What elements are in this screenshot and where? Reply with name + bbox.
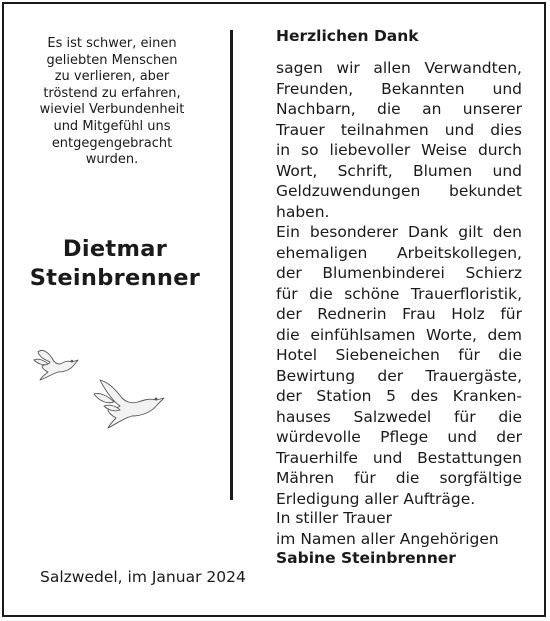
doves-icon <box>28 340 168 440</box>
quote-line: Es ist schwer, einen <box>47 36 177 51</box>
special-thanks-paragraph <box>276 222 522 509</box>
deceased-name <box>15 235 215 293</box>
quote-line: und Mitgefühl uns <box>53 118 171 134</box>
thanks-paragraph <box>276 58 522 222</box>
text-line: Mähren für die sorgfältige <box>276 469 522 487</box>
text-line: haben. <box>276 202 330 221</box>
quote-line: entgegengebracht <box>51 135 173 151</box>
text-line: sagen wir allen Verwandten, <box>276 59 522 77</box>
quote-line: zu verlieren, aber <box>54 69 170 85</box>
notice-heading: Herzlichen Dank <box>276 27 419 45</box>
text-line: hauses Salzwedel für die <box>276 407 522 426</box>
text-line: Trauer teilnahmen und dies <box>276 120 522 139</box>
text-line: für die schöne Trauerfloristik, <box>276 284 522 303</box>
text-line: Hotel Siebeneichen für die <box>276 346 522 364</box>
text-line: die einfühlsamen Worte, dem <box>276 325 522 344</box>
text-line: der Blumenbinderei Schierz <box>276 264 522 282</box>
quote-line: wieviel Verbundenheit <box>39 102 185 118</box>
text-line: Geldzuwendungen bekundet <box>276 182 522 200</box>
signer-name: Sabine Steinbrenner <box>276 549 456 567</box>
text-line: Freunden, Bekannten und <box>276 79 522 98</box>
text-line: Nachbarn, die an unserer <box>276 100 522 118</box>
text-line: Bewirtung der Trauergäste, <box>276 366 522 385</box>
closing-lines <box>276 508 499 549</box>
place-and-date: Salzwedel, im Januar 2024 <box>40 568 246 586</box>
deceased-last-name: Steinbrenner <box>29 265 201 291</box>
text-line: ehemaligen Arbeitskollegen, <box>276 243 522 262</box>
text-line: Wort, Schrift, Blumen und <box>276 161 522 180</box>
quote-line: wurden. <box>85 152 139 168</box>
quote-line: geliebten Menschen <box>46 52 178 68</box>
text-line: Erledigung aller Aufträge. <box>276 489 476 508</box>
text-line: der Station 5 des Kranken- <box>276 387 522 405</box>
text-line: in so liebevoller Weise durch <box>276 141 522 159</box>
condolence-quote <box>22 36 202 169</box>
closing-line: im Namen aller Angehörigen <box>276 529 499 548</box>
text-line: Ein besonderer Dank gilt den <box>276 223 522 241</box>
deceased-first-name: Dietmar <box>62 236 168 262</box>
text-line: Trauerhilfe und Bestattungen <box>276 448 522 467</box>
closing-line: In stiller Trauer <box>276 509 393 527</box>
quote-line: tröstend zu erfahren, <box>43 85 181 101</box>
column-divider <box>230 30 233 500</box>
text-line: der Rednerin Frau Holz für <box>276 305 522 323</box>
text-line: würdevolle Pflege und der <box>276 428 522 446</box>
